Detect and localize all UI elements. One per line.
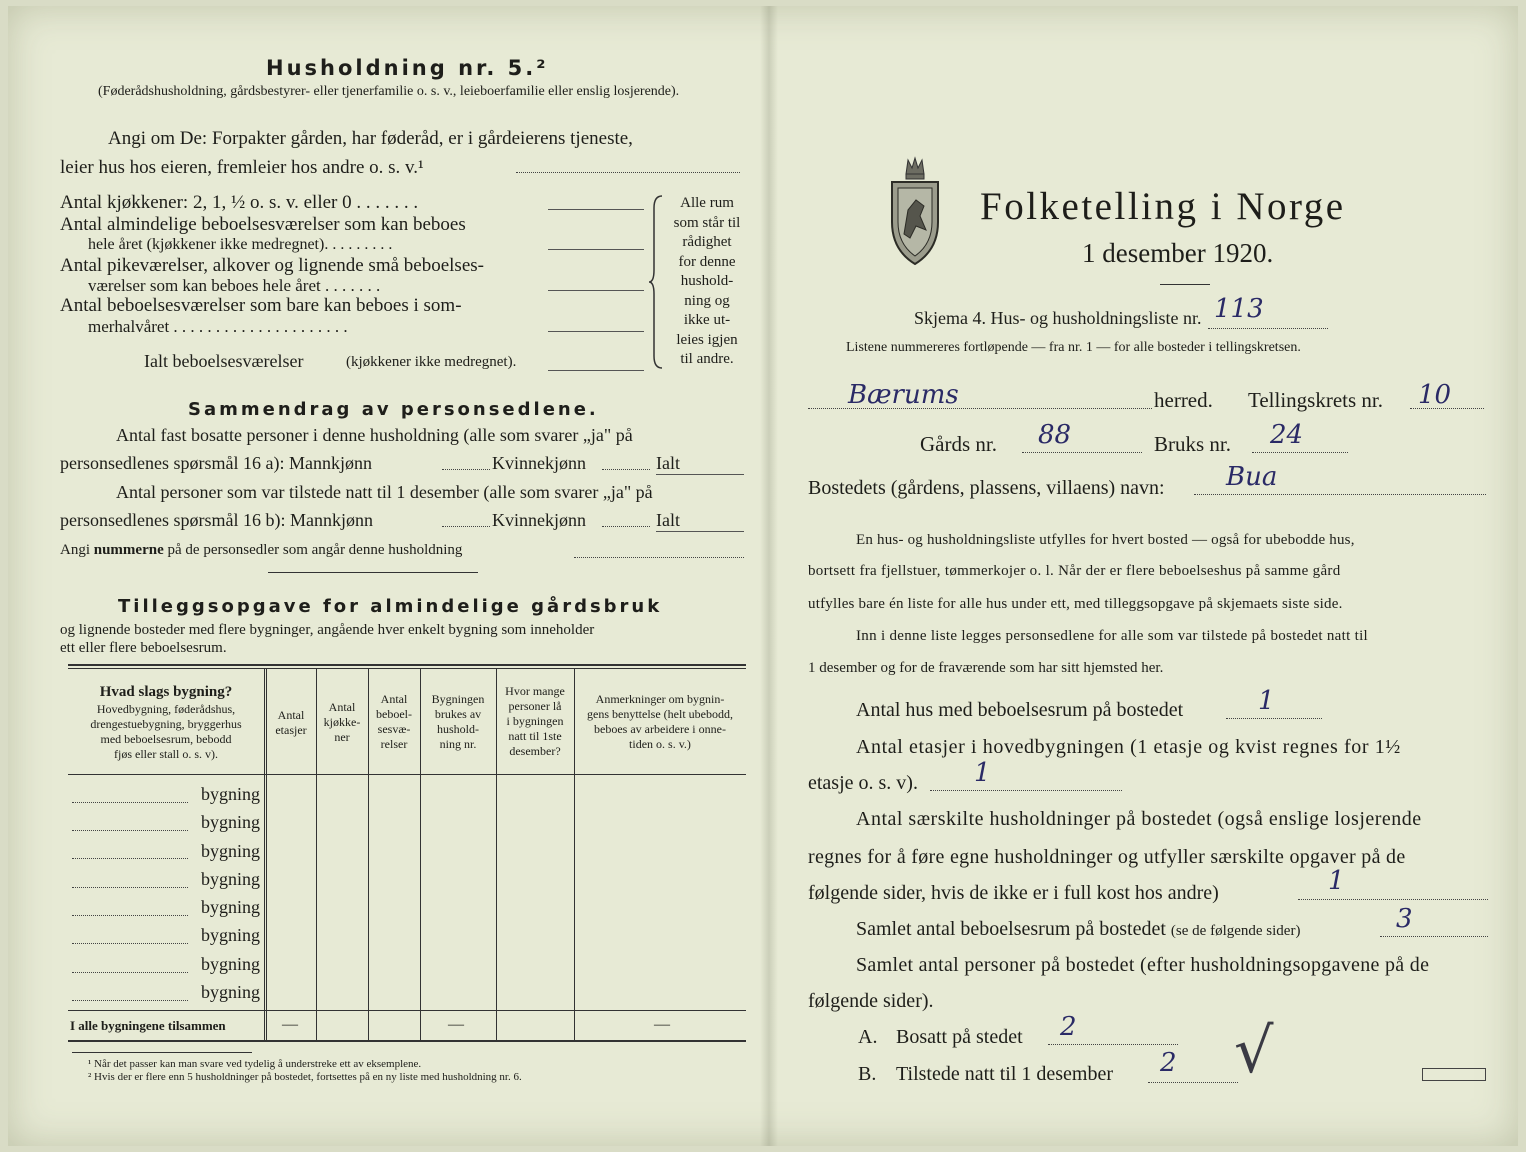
- total-rooms-line: Samlet antal beboelsesrum på bostedet (se de følgende sider): [856, 918, 1301, 940]
- resident-value: 2: [1060, 1012, 1077, 1042]
- building-rows: [68, 784, 264, 1010]
- total-persons-line-2: følgende sider).: [808, 990, 934, 1012]
- building-row: bygning: [200, 812, 260, 833]
- building-row: bygning: [200, 982, 260, 1003]
- holding-number-label: Bruks nr.: [1154, 432, 1232, 456]
- district-value: 10: [1418, 380, 1452, 410]
- col-persons: Hvor mange personer lå i bygningen natt til 1ste desember?: [505, 684, 565, 758]
- herred-label: herred.: [1154, 388, 1213, 412]
- total-persons-line-1: Samlet antal personer på bostedet (efter husholdningsopgavene på de: [856, 954, 1430, 976]
- list-number-value: 113: [1214, 294, 1264, 324]
- supplement-sub-1: og lignende bosteder med flere bygninger, angående hver enkelt bygning som inneholder: [60, 622, 595, 638]
- herred-value: Bærums: [848, 380, 959, 410]
- supplement-title: Tilleggsopgave for almindelige gårdsbruk: [118, 596, 663, 617]
- summary-line-3: Antal personer som var tilstede natt til 1 desember (alle som svarer „ja" på: [116, 482, 653, 502]
- building-row: bygning: [200, 925, 260, 946]
- total-rooms-label: Ialt beboelsesværelser: [144, 351, 304, 371]
- question-line-1: Angi om De: Forpakter gården, har føderåd, er i gårdeierens tjeneste,: [108, 128, 633, 149]
- footnote-1: ¹ Når det passer kan man svare ved tydelig å understreke ett av eksemplene.: [88, 1058, 422, 1070]
- present-value: 2: [1160, 1048, 1177, 1078]
- households-line-3: følgende sider, hvis de ikke er i full kost hos andre): [808, 882, 1219, 904]
- col-household-no: Bygningen brukes av hushold- ning nr.: [431, 692, 485, 751]
- rooms-row-a: Antal almindelige beboelsesværelser som kan beboes: [60, 214, 466, 235]
- female-label-1: Kvinnekjønn: [492, 453, 586, 473]
- col-kitchens: Antal kjøkke- ner: [323, 700, 361, 744]
- summary-line-2: personsedlenes spørsmål 16 a): Mannkjønn: [60, 453, 372, 473]
- summary-line-1: Antal fast bosatte personer i denne husholdning (alle som svarer „ja" på: [116, 425, 633, 445]
- rooms-row-b: hele året (kjøkkener ikke medregnet). . . . . . . . .: [88, 236, 393, 253]
- census-title: Folketelling i Norge: [980, 185, 1346, 228]
- question-line-2: leier hus hos eieren, fremleier hos andre o. s. v.¹: [60, 157, 424, 178]
- present-label-letter: B.: [858, 1063, 877, 1085]
- farm-number-value: 88: [1038, 420, 1072, 450]
- summary-title: Sammendrag av personsedlene.: [188, 399, 599, 420]
- total-row-label: I alle bygningene tilsammen: [70, 1018, 226, 1033]
- instruction-line-5: 1 desember og for de fraværende som har sitt hjemsted her.: [808, 660, 1164, 676]
- numbering-note: Listene nummereres fortløpende — fra nr. 1 — for alle bosteder i tellingskretsen.: [846, 340, 1301, 355]
- check-mark: √: [1234, 1014, 1274, 1087]
- residence-name-value: Bua: [1226, 462, 1278, 492]
- col-building-type: Hvad slags bygning? Hovedbygning, føderådshus, drengestuebygning, bryggerhus med beboelsesrum, bebodd fjøs eller stall o. s. v).: [90, 684, 242, 761]
- schema-label: Skjema 4. Hus- og husholdningsliste nr.: [914, 308, 1202, 328]
- supplement-sub-2: ett eller flere beboelsesrum.: [60, 640, 227, 656]
- total-label-1: Ialt: [656, 453, 680, 473]
- resident-label-letter: A.: [858, 1026, 878, 1048]
- total-rooms-value: 3: [1396, 904, 1413, 934]
- numbers-line: Angi nummerne på de personsedler som angår denne husholdning: [60, 542, 463, 558]
- building-row: bygning: [200, 897, 260, 918]
- page-fold: [760, 6, 778, 1146]
- building-row: bygning: [200, 784, 260, 804]
- building-row: bygning: [200, 953, 260, 974]
- side-note: Alle rum som står til rådighet for denne hushold- ning og ikke ut- leies igjen til andre.: [673, 195, 741, 367]
- houses-value: 1: [1258, 686, 1275, 716]
- col-rooms: Antal beboel- sesvæ- relser: [376, 692, 412, 751]
- instruction-line-2: bortsett fra fjellstuer, tømmerkojer o. l. Når der er flere beboelseshus på samme gård: [808, 563, 1341, 579]
- small-rooms-row-a: Antal pikeværelser, alkover og lignende små beboelses-: [60, 255, 484, 276]
- col-floors: Antal etasjer: [275, 708, 307, 737]
- holding-number-value: 24: [1270, 420, 1304, 450]
- residence-name-label: Bostedets (gårdens, plassens, villaens) navn:: [808, 477, 1165, 499]
- household-title: Husholdning nr. 5.²: [266, 56, 549, 80]
- building-row: bygning: [200, 868, 260, 889]
- household-subtitle: (Føderådshusholdning, gårdsbestyrer- eller tjenerfamilie o. s. v., leieboerfamilie eller enslig losjerende).: [98, 84, 680, 99]
- col-remarks: Anmerkninger om bygnin- gens benyttelse (helt ubebodd, beboes av arbeidere i onne- tiden o. s. v.): [587, 692, 733, 751]
- small-rooms-row-b: værelser som kan beboes hele året . . . . . . .: [88, 276, 381, 295]
- district-label: Tellingskrets nr.: [1248, 388, 1384, 412]
- floors-value: 1: [974, 758, 991, 788]
- total-dash-floors: —: [282, 1016, 298, 1033]
- female-label-2: Kvinnekjønn: [492, 510, 586, 530]
- present-label: Tilstede natt til 1 desember: [896, 1063, 1114, 1085]
- farm-number-label: Gårds nr.: [920, 432, 997, 456]
- resident-label: Bosatt på stedet: [896, 1026, 1023, 1048]
- footnote-2: ² Hvis der er flere enn 5 husholdninger på bostedet, fortsettes på en ny liste med husholdning nr. 6.: [88, 1071, 522, 1083]
- households-value: 1: [1328, 866, 1345, 896]
- total-dash-household: —: [448, 1016, 464, 1033]
- households-line-1: Antal særskilte husholdninger på bostedet (også enslige losjerende: [856, 808, 1422, 830]
- summary-line-4: personsedlenes spørsmål 16 b): Mannkjønn: [60, 510, 373, 530]
- households-line-2: regnes for å føre egne husholdninger og utfyller særskilte opgaver på de: [808, 846, 1406, 868]
- building-row: bygning: [200, 840, 260, 861]
- summer-rooms-row-a: Antal beboelsesværelser som bare kan beboes i som-: [60, 295, 462, 316]
- total-rooms-note: (kjøkkener ikke medregnet).: [346, 354, 517, 370]
- total-label-2: Ialt: [656, 510, 680, 530]
- census-date: 1 desember 1920.: [1082, 238, 1274, 268]
- instruction-line-4: Inn i denne liste legges personsedlene for alle som var tilstede på bostedet natt til: [856, 628, 1369, 644]
- coat-of-arms-icon: [886, 154, 944, 266]
- floors-line-2: etasje o. s. v).: [808, 772, 918, 794]
- census-sheet: [8, 6, 1518, 1146]
- houses-label: Antal hus med beboelsesrum på bostedet: [856, 699, 1184, 721]
- instruction-line-1: En hus- og husholdningsliste utfylles for hvert bosted — også for ubebodde hus,: [856, 532, 1355, 548]
- total-dash-remarks: —: [654, 1016, 670, 1033]
- summer-rooms-row-b: merhalvåret . . . . . . . . . . . . . . . . . . . . .: [88, 317, 348, 336]
- floors-line-1: Antal etasjer i hovedbygningen (1 etasje og kvist regnes for 1½: [856, 736, 1401, 758]
- instruction-line-3: utfylles bare én liste for alle hus under ett, med tilleggsopgave på skjemaets siste side.: [808, 596, 1343, 612]
- kitchens-row: Antal kjøkkener: 2, 1, ½ o. s. v. eller 0 . . . . . . .: [60, 192, 419, 213]
- printer-stamp: [1422, 1068, 1486, 1081]
